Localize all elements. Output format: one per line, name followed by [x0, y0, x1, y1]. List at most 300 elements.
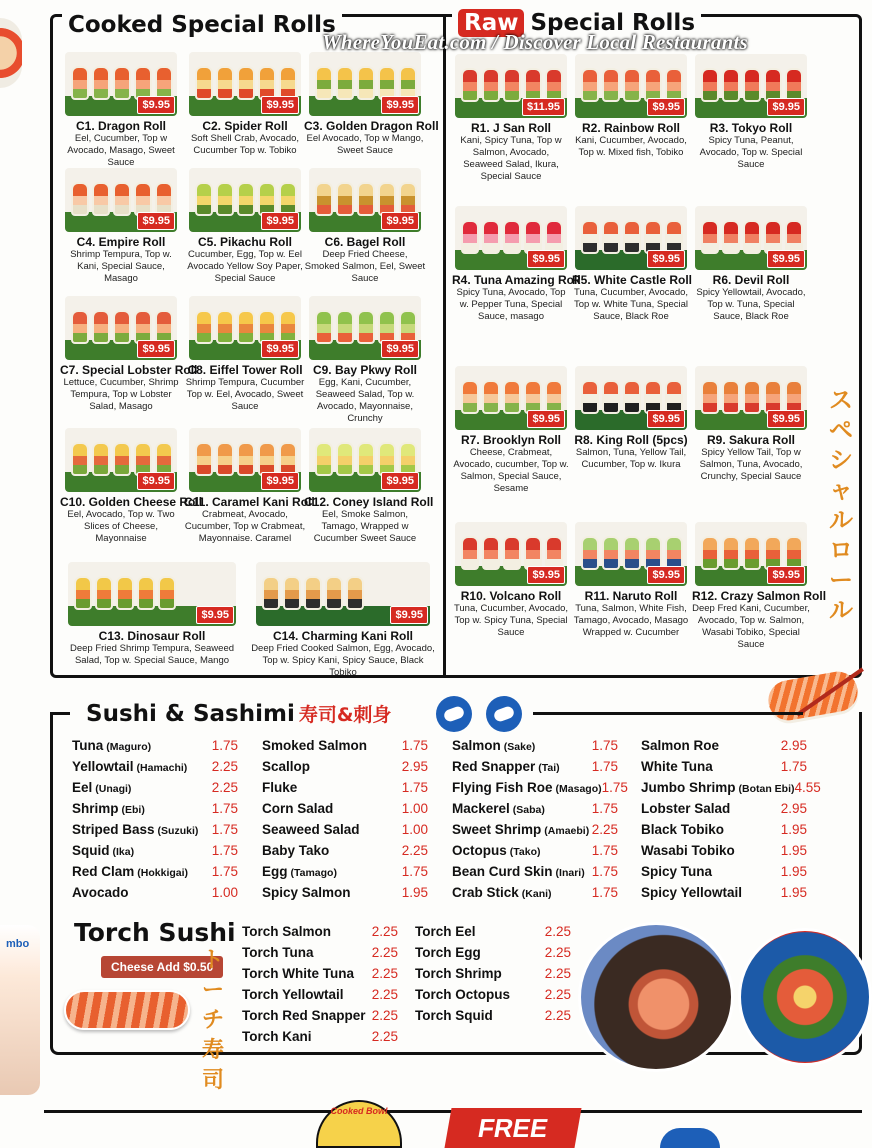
- roll-slice: [743, 380, 761, 414]
- price-tag: $9.95: [137, 212, 175, 230]
- roll-slice: [279, 310, 297, 344]
- roll-slice: [545, 220, 563, 254]
- sushi-item-price: 1.75: [591, 843, 618, 858]
- sushi-platter-photo: [738, 928, 872, 1066]
- sushi-item-name: Tuna: [72, 738, 104, 753]
- cooked-roll-photo: [189, 52, 301, 116]
- sushi-item-label: [72, 780, 131, 801]
- sushi-item-price: 1.95: [780, 864, 807, 879]
- cooked-roll-name: C10. Golden Cheese Roll: [60, 495, 203, 509]
- sushi-item-name: Shrimp: [72, 801, 119, 816]
- sushi-item-price: 1.00: [401, 801, 428, 816]
- japanese-char: ル: [829, 596, 853, 624]
- torch-item: [415, 987, 571, 1008]
- roll-slice: [378, 66, 396, 100]
- sushi-item: [72, 738, 238, 759]
- cooked-roll-description: Cucumber, Egg, Top w. Eel Avocado Yellow Soy Paper, Special Sauce: [187, 249, 303, 284]
- roll-slice: [581, 68, 599, 102]
- cooked-roll-photo: [256, 562, 430, 626]
- roll-slice: [92, 310, 110, 344]
- sushi-item-japanese-name: (Ebi): [121, 804, 145, 816]
- roll-slice: [134, 310, 152, 344]
- sushi-item-japanese-name: (Kani): [521, 888, 552, 900]
- sushi-item-price: 1.75: [591, 738, 618, 753]
- sushi-item: [641, 864, 807, 885]
- roll-slice: [71, 310, 89, 344]
- sushi-item: [262, 843, 428, 864]
- roll-slice: [336, 442, 354, 476]
- torch-sushi-image: [64, 990, 190, 1030]
- cooked-roll-card: [184, 52, 306, 157]
- roll-slice: [461, 536, 479, 570]
- sushi-item: [262, 822, 428, 843]
- roll-slice: [134, 182, 152, 216]
- sushi-item: [262, 885, 428, 906]
- sushi-item-name: Lobster Salad: [641, 801, 731, 816]
- roll-slice: [623, 68, 641, 102]
- sushi-item-label: [262, 738, 367, 759]
- cooked-rolls-title: Cooked Special Rolls: [62, 12, 342, 38]
- sushi-item-name: Spicy Salmon: [262, 885, 351, 900]
- roll-slice: [155, 310, 173, 344]
- roll-slice: [216, 310, 234, 344]
- cooked-roll-card: [184, 296, 306, 413]
- sushi-item-label: [262, 864, 337, 885]
- cooked-roll-description: Eel Avocado, Top w Mango, Sweet Sauce: [306, 133, 424, 156]
- sushi-item-price: 1.75: [211, 822, 238, 837]
- cooked-roll-name: C7. Special Lobster Roll: [60, 363, 198, 377]
- roll-slice: [92, 442, 110, 476]
- price-tag: $9.95: [767, 98, 805, 116]
- sushi-item-label: [452, 843, 541, 864]
- roll-slice: [258, 182, 276, 216]
- raw-roll-card: [692, 206, 810, 323]
- sushi-item: [452, 822, 618, 843]
- torch-item-name: Torch Kani: [242, 1029, 312, 1044]
- roll-slice: [216, 442, 234, 476]
- roll-slice: [602, 380, 620, 414]
- torch-item: [415, 1008, 571, 1029]
- raw-roll-card: [692, 54, 810, 171]
- raw-roll-description: Tuna, Cucumber, Avocado, Top w. Spicy Tuna, Special Sauce: [453, 603, 569, 638]
- cooked-roll-name: C2. Spider Roll: [202, 119, 288, 133]
- torch-item-price: 2.25: [544, 945, 571, 960]
- roll-slice: [722, 68, 740, 102]
- roll-slice: [336, 66, 354, 100]
- roll-slice: [482, 68, 500, 102]
- free-banner: [444, 1108, 581, 1148]
- sushi-item-label: [72, 738, 151, 759]
- roll-slice: [216, 66, 234, 100]
- roll-slice: [399, 66, 417, 100]
- roll-slice: [262, 576, 280, 610]
- roll-slice: [623, 220, 641, 254]
- sushi-item-name: Yellowtail: [72, 759, 134, 774]
- maki-icon: [486, 696, 522, 732]
- roll-slice: [461, 220, 479, 254]
- sushi-item-name: Wasabi Tobiko: [641, 843, 735, 858]
- roll-slice: [315, 66, 333, 100]
- roll-slice: [665, 536, 683, 570]
- cooked-roll-description: Deep Fried Cooked Salmon, Egg, Avocado, Top w. Spicy Kani, Spicy Sauce, Black Tobiko: [251, 643, 435, 678]
- sushi-item: [641, 801, 807, 822]
- cooked-roll-name: C13. Dinosaur Roll: [98, 629, 206, 643]
- sushi-item-japanese-name: (Hamachi): [136, 762, 188, 774]
- sushi-item-name: Spicy Tuna: [641, 864, 713, 879]
- roll-slice: [346, 576, 364, 610]
- roll-slice: [113, 182, 131, 216]
- roll-slice: [524, 220, 542, 254]
- sushi-item-label: [452, 885, 552, 906]
- cooked-roll-description: Eel, Avocado, Top w. Two Slices of Cheese, Mayonnaise: [67, 509, 175, 544]
- watermark: WhereYouEat.com / Discover Local Restaurants: [322, 30, 748, 54]
- raw-roll-name: R9. Sakura Roll: [706, 433, 796, 447]
- roll-slice: [315, 182, 333, 216]
- sushi-item: [72, 801, 238, 822]
- raw-roll-photo: [695, 54, 807, 118]
- sushi-item-label: [641, 822, 724, 843]
- raw-roll-card: [692, 366, 810, 483]
- torch-item-price: 2.25: [544, 1008, 571, 1023]
- roll-slice: [336, 182, 354, 216]
- left-edge-image: [0, 18, 22, 88]
- cooked-roll-photo: [65, 168, 177, 232]
- sushi-item: [452, 885, 618, 906]
- sushi-item-price: 1.75: [591, 864, 618, 879]
- roll-slice: [195, 310, 213, 344]
- raw-roll-description: Tuna, Salmon, White Fish, Tamago, Avocado, Masago Wrapped w. Cucumber: [573, 603, 689, 638]
- sushi-item-label: [72, 801, 145, 822]
- japanese-char: チ: [201, 1008, 224, 1033]
- roll-slice: [357, 66, 375, 100]
- raw-roll-description: Salmon, Tuna, Yellow Tail, Cucumber, Top w. Ikura: [575, 447, 687, 470]
- roll-slice: [524, 536, 542, 570]
- price-tag: $9.95: [261, 96, 299, 114]
- nigiri-icon: [436, 696, 472, 732]
- cooked-roll-photo: [65, 296, 177, 360]
- roll-slice: [237, 442, 255, 476]
- sushi-item-price: 4.55: [794, 780, 821, 795]
- roll-slice: [701, 380, 719, 414]
- raw-roll-description: Deep Fred Kani, Cucumber, Avocado, Top w. Salmon, Wasabi Tobiko, Special Sauce: [692, 603, 810, 650]
- torch-item-price: 2.25: [371, 924, 398, 939]
- sushi-sashimi-title-text: Sushi & Sashimi: [86, 701, 295, 727]
- roll-slice: [785, 220, 803, 254]
- japanese-char: ロ: [829, 536, 853, 564]
- sushi-item-name: Black Tobiko: [641, 822, 725, 837]
- sushi-item-price: 2.95: [780, 801, 807, 816]
- sushi-item-japanese-name: (Tai): [538, 762, 560, 774]
- sushi-item: [72, 885, 238, 906]
- price-tag: $9.95: [390, 606, 428, 624]
- raw-roll-photo: [695, 522, 807, 586]
- roll-slice: [701, 68, 719, 102]
- raw-roll-card: [572, 366, 690, 471]
- sushi-item-price: 2.25: [401, 843, 428, 858]
- roll-slice: [743, 220, 761, 254]
- roll-slice: [482, 220, 500, 254]
- price-tag: $9.95: [261, 212, 299, 230]
- torch-item-name: Torch Yellowtail: [242, 987, 344, 1002]
- roll-slice: [623, 536, 641, 570]
- japanese-char: ー: [201, 978, 224, 1003]
- sushi-item: [72, 843, 238, 864]
- roll-slice: [336, 310, 354, 344]
- roll-slice: [195, 182, 213, 216]
- raw-roll-card: [452, 206, 581, 323]
- price-tag: $9.95: [767, 410, 805, 428]
- sushi-item: [262, 759, 428, 780]
- sushi-item: [452, 801, 618, 822]
- sushi-item-price: 2.95: [780, 738, 807, 753]
- roll-slice: [195, 66, 213, 100]
- cooked-roll-name: C5. Pikachu Roll: [197, 235, 293, 249]
- raw-roll-photo: [455, 54, 567, 118]
- roll-slice: [644, 68, 662, 102]
- sushi-item-price: 1.75: [591, 759, 618, 774]
- sushi-item: [262, 801, 428, 822]
- sushi-item-price: 1.95: [780, 885, 807, 900]
- torch-column: [415, 924, 571, 1029]
- roll-slice: [116, 576, 134, 610]
- raw-roll-card: [692, 522, 827, 651]
- sushi-item-label: [262, 801, 333, 822]
- torch-item-name: Torch Shrimp: [415, 966, 502, 981]
- sushi-item-label: [262, 822, 360, 843]
- roll-slice: [503, 220, 521, 254]
- sushi-item-name: Crab Stick: [452, 885, 519, 900]
- sushi-item-price: 1.75: [211, 864, 238, 879]
- roll-slice: [665, 380, 683, 414]
- sushi-item-name: Mackerel: [452, 801, 510, 816]
- roll-slice: [71, 442, 89, 476]
- sushi-item-price: 1.95: [401, 885, 428, 900]
- sushi-item-japanese-name: (Ika): [112, 846, 135, 858]
- roll-slice: [461, 380, 479, 414]
- price-tag: $9.95: [527, 410, 565, 428]
- roll-slice: [722, 536, 740, 570]
- raw-roll-photo: [575, 366, 687, 430]
- sushi-item-japanese-name: (Hokkigai): [137, 867, 189, 879]
- roll-slice: [764, 536, 782, 570]
- sushi-item-name: Smoked Salmon: [262, 738, 368, 753]
- price-tag: $9.95: [137, 96, 175, 114]
- raw-rolls-title-text: Special Rolls: [530, 10, 696, 36]
- cooked-roll-name: C1. Dragon Roll: [75, 119, 166, 133]
- cooked-roll-card: [60, 296, 198, 413]
- sushi-item: [641, 843, 807, 864]
- sushi-item: [641, 780, 821, 801]
- sushi-item-price: 1.75: [211, 738, 238, 753]
- sushi-item-label: [452, 759, 560, 780]
- sushi-item-japanese-name: (Botan Ebi): [738, 783, 795, 795]
- japanese-char: ペ: [829, 416, 853, 444]
- roll-slice: [545, 68, 563, 102]
- sushi-item-name: Spicy Yellowtail: [641, 885, 743, 900]
- sushi-item-label: [641, 864, 712, 885]
- roll-slice: [581, 536, 599, 570]
- japanese-char: シ: [829, 446, 853, 474]
- cooked-roll-photo: [309, 52, 421, 116]
- cooked-bowl-badge: [316, 1100, 402, 1148]
- roll-slice: [665, 220, 683, 254]
- sushi-item: [452, 780, 628, 801]
- blue-ornament: [660, 1128, 720, 1148]
- sushi-item-label: [452, 822, 589, 843]
- cooked-roll-name: C4. Empire Roll: [76, 235, 166, 249]
- cooked-roll-photo: [65, 52, 177, 116]
- sushi-item-name: Sweet Shrimp: [452, 822, 542, 837]
- torch-item-price: 2.25: [371, 987, 398, 1002]
- sushi-item-price: 1.00: [211, 885, 238, 900]
- raw-roll-name: R3. Tokyo Roll: [709, 121, 793, 135]
- sushi-item-label: [452, 801, 545, 822]
- sushi-item: [262, 738, 428, 759]
- roll-slice: [237, 182, 255, 216]
- sushi-item-label: [72, 759, 187, 780]
- raw-roll-photo: [455, 206, 567, 270]
- sushi-item-price: 1.75: [591, 885, 618, 900]
- torch-item: [242, 1008, 398, 1029]
- price-tag: $9.95: [647, 566, 685, 584]
- sushi-item-name: Salmon: [452, 738, 501, 753]
- torch-item-name: Torch Octopus: [415, 987, 511, 1002]
- price-tag: $9.95: [381, 96, 419, 114]
- sushi-item-price: 1.75: [591, 801, 618, 816]
- price-tag: $9.95: [527, 566, 565, 584]
- roll-slice: [644, 536, 662, 570]
- sushi-item-price: 1.75: [601, 780, 628, 795]
- roll-slice: [545, 380, 563, 414]
- sushi-item-japanese-name: (Tako): [509, 846, 541, 858]
- roll-slice: [378, 182, 396, 216]
- roll-slice: [644, 220, 662, 254]
- raw-roll-name: R6. Devil Roll: [712, 273, 790, 287]
- roll-slice: [71, 66, 89, 100]
- sushi-item-price: 1.75: [211, 801, 238, 816]
- cooked-roll-card: [184, 168, 306, 285]
- torch-item-name: Torch Red Snapper: [242, 1008, 366, 1023]
- roll-slice: [764, 220, 782, 254]
- sushi-item-name: Seaweed Salad: [262, 822, 360, 837]
- sushi-item-price: 1.75: [401, 780, 428, 795]
- special-rolls-japanese: [826, 385, 856, 625]
- sushi-item-label: [641, 738, 719, 759]
- roll-slice: [71, 182, 89, 216]
- roll-slice: [357, 442, 375, 476]
- sushi-item: [641, 759, 807, 780]
- cooked-bowl-label: Cooked Bowl: [330, 1106, 388, 1116]
- roll-slice: [155, 182, 173, 216]
- cooked-roll-description: Lettuce, Cucumber, Shrimp Tempura, Top w Lobster Salad, Masago: [63, 377, 179, 412]
- roll-slice: [524, 380, 542, 414]
- torch-item: [415, 945, 571, 966]
- sushi-item-price: 2.25: [211, 759, 238, 774]
- roll-slice: [785, 536, 803, 570]
- sushi-item: [641, 738, 807, 759]
- japanese-char: 寿: [201, 1038, 224, 1063]
- torch-item: [242, 966, 398, 987]
- cooked-roll-card: [60, 168, 182, 285]
- cooked-roll-card: [62, 562, 242, 667]
- roll-slice: [399, 182, 417, 216]
- roll-slice: [113, 66, 131, 100]
- sushi-item-label: [641, 780, 795, 801]
- roll-slice: [279, 182, 297, 216]
- roll-slice: [461, 68, 479, 102]
- cooked-roll-description: Shrimp Tempura, Cucumber Top w. Eel, Avocado, Sweet Sauce: [185, 377, 305, 412]
- price-tag: $9.95: [647, 410, 685, 428]
- sushi-item: [72, 864, 238, 885]
- sushi-item-name: Squid: [72, 843, 110, 858]
- price-tag: $9.95: [767, 250, 805, 268]
- japanese-char: ル: [829, 506, 853, 534]
- cooked-roll-card: [304, 296, 426, 425]
- cooked-roll-description: Soft Shell Crab, Avocado, Cucumber Top w. Tobiko: [190, 133, 300, 156]
- raw-roll-card: [572, 54, 690, 159]
- roll-slice: [482, 536, 500, 570]
- raw-roll-name: R4. Tuna Amazing Roll: [452, 273, 581, 287]
- sushi-item-price: 1.95: [780, 822, 807, 837]
- torch-item-name: Torch Salmon: [242, 924, 332, 939]
- torch-sushi-photo: [578, 922, 734, 1072]
- raw-roll-description: Cheese, Crabmeat, Avocado, cucumber, Top w. Salmon, Special Sauce, Sesame: [453, 447, 569, 494]
- raw-roll-photo: [575, 206, 687, 270]
- sushi-item-name: Egg: [262, 864, 288, 879]
- torch-item-price: 2.25: [371, 945, 398, 960]
- price-tag: $9.95: [381, 340, 419, 358]
- cooked-roll-card: [304, 52, 439, 157]
- price-tag: $9.95: [647, 250, 685, 268]
- roll-slice: [155, 66, 173, 100]
- cooked-roll-name: C9. Bay Pkwy Roll: [312, 363, 418, 377]
- cooked-roll-photo: [189, 296, 301, 360]
- roll-slice: [764, 68, 782, 102]
- cooked-roll-name: C3. Golden Dragon Roll: [304, 119, 439, 133]
- sushi-item-label: [452, 780, 602, 801]
- price-tag: $9.95: [196, 606, 234, 624]
- sushi-item-price: 1.75: [401, 738, 428, 753]
- torch-item: [242, 945, 398, 966]
- column-divider: [443, 14, 446, 678]
- roll-slice: [155, 442, 173, 476]
- price-tag: $9.95: [137, 340, 175, 358]
- sushi-item: [452, 738, 618, 759]
- raw-roll-name: R11. Naruto Roll: [584, 589, 678, 603]
- sushi-item-japanese-name: (Saba): [512, 804, 545, 816]
- cooked-roll-description: Deep Fried Cheese, Smoked Salmon, Eel, Sweet Sauce: [304, 249, 426, 284]
- sushi-item-label: [72, 885, 129, 906]
- sushi-item: [452, 864, 618, 885]
- roll-slice: [158, 576, 176, 610]
- raw-roll-description: Kani, Cucumber, Avocado, Top w. Mixed fish, Tobiko: [575, 135, 687, 158]
- price-tag: $9.95: [767, 566, 805, 584]
- price-tag: $9.95: [647, 98, 685, 116]
- cooked-roll-card: [60, 428, 203, 545]
- torch-item-price: 2.25: [371, 1008, 398, 1023]
- sushi-item: [641, 885, 807, 906]
- raw-roll-card: [572, 522, 690, 639]
- roll-slice: [357, 182, 375, 216]
- sushi-column: [452, 738, 628, 906]
- sushi-item-label: [641, 801, 730, 822]
- sushi-item: [72, 780, 238, 801]
- raw-roll-photo: [695, 206, 807, 270]
- sushi-item-name: Baby Tako: [262, 843, 330, 858]
- roll-slice: [279, 66, 297, 100]
- raw-roll-description: Spicy Yellow Tail, Top w Salmon, Tuna, Avocado, Crunchy, Special Sauce: [699, 447, 803, 482]
- price-tag: $9.95: [527, 250, 565, 268]
